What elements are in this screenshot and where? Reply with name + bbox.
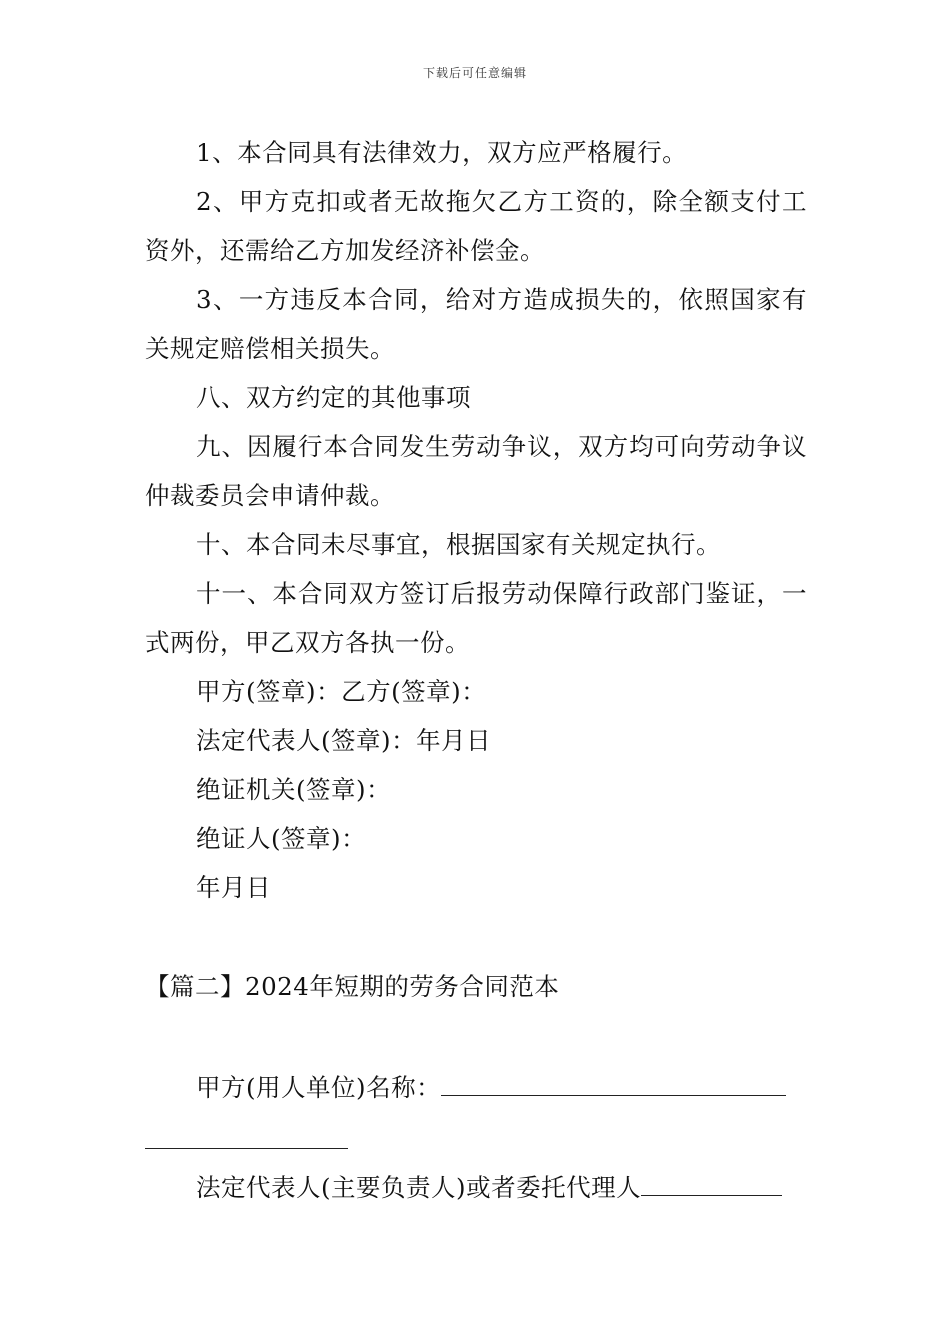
representative-field	[145, 1163, 807, 1212]
employer-name-label: 甲方(用人单位)名称：	[196, 1073, 442, 1102]
paragraph-item-8: 八、双方约定的其他事项	[196, 383, 471, 412]
signature-authority-line: 绝证机关(签章)：	[196, 775, 392, 804]
signature-party-line: 甲方(签章)：乙方(签章)：	[196, 677, 487, 706]
signature-representative-line: 法定代表人(签章)：年月日	[196, 726, 492, 755]
employer-name-blank	[441, 1075, 786, 1096]
paragraph-item-11: 十一、本合同双方签订后报劳动保障行政部门鉴证，一式两份，甲乙双方各执一份。	[145, 579, 807, 657]
employer-name-field	[145, 1063, 807, 1112]
section-spacer	[145, 1011, 807, 1063]
page-header: 下载后可任意编辑	[422, 66, 527, 80]
paragraph-item-9: 九、因履行本合同发生劳动争议，双方均可向劳动争议仲裁委员会申请仲裁。	[145, 432, 807, 510]
representative-label: 法定代表人(主要负责人)或者委托代理人	[196, 1173, 642, 1202]
signature-date-line: 年月日	[196, 873, 271, 902]
paragraph-clause-1: 1、本合同具有法律效力，双方应严格履行。	[196, 138, 688, 167]
paragraph-clause-3: 3、一方违反本合同，给对方造成损失的，依照国家有关规定赔偿相关损失。	[145, 285, 807, 363]
paragraph-item-10: 十、本合同未尽事宜，根据国家有关规定执行。	[196, 530, 721, 559]
representative-blank	[641, 1175, 782, 1196]
signature-witness-line: 绝证人(签章)：	[196, 824, 367, 853]
employer-name-blank-continuation	[145, 1128, 348, 1149]
section-heading: 【篇二】2024年短期的劳务合同范本	[145, 972, 560, 1001]
section-spacer	[145, 912, 807, 962]
document-body	[145, 128, 807, 1212]
paragraph-clause-2: 2、甲方克扣或者无故拖欠乙方工资的，除全额支付工资外，还需给乙方加发经济补偿金。	[145, 187, 807, 265]
